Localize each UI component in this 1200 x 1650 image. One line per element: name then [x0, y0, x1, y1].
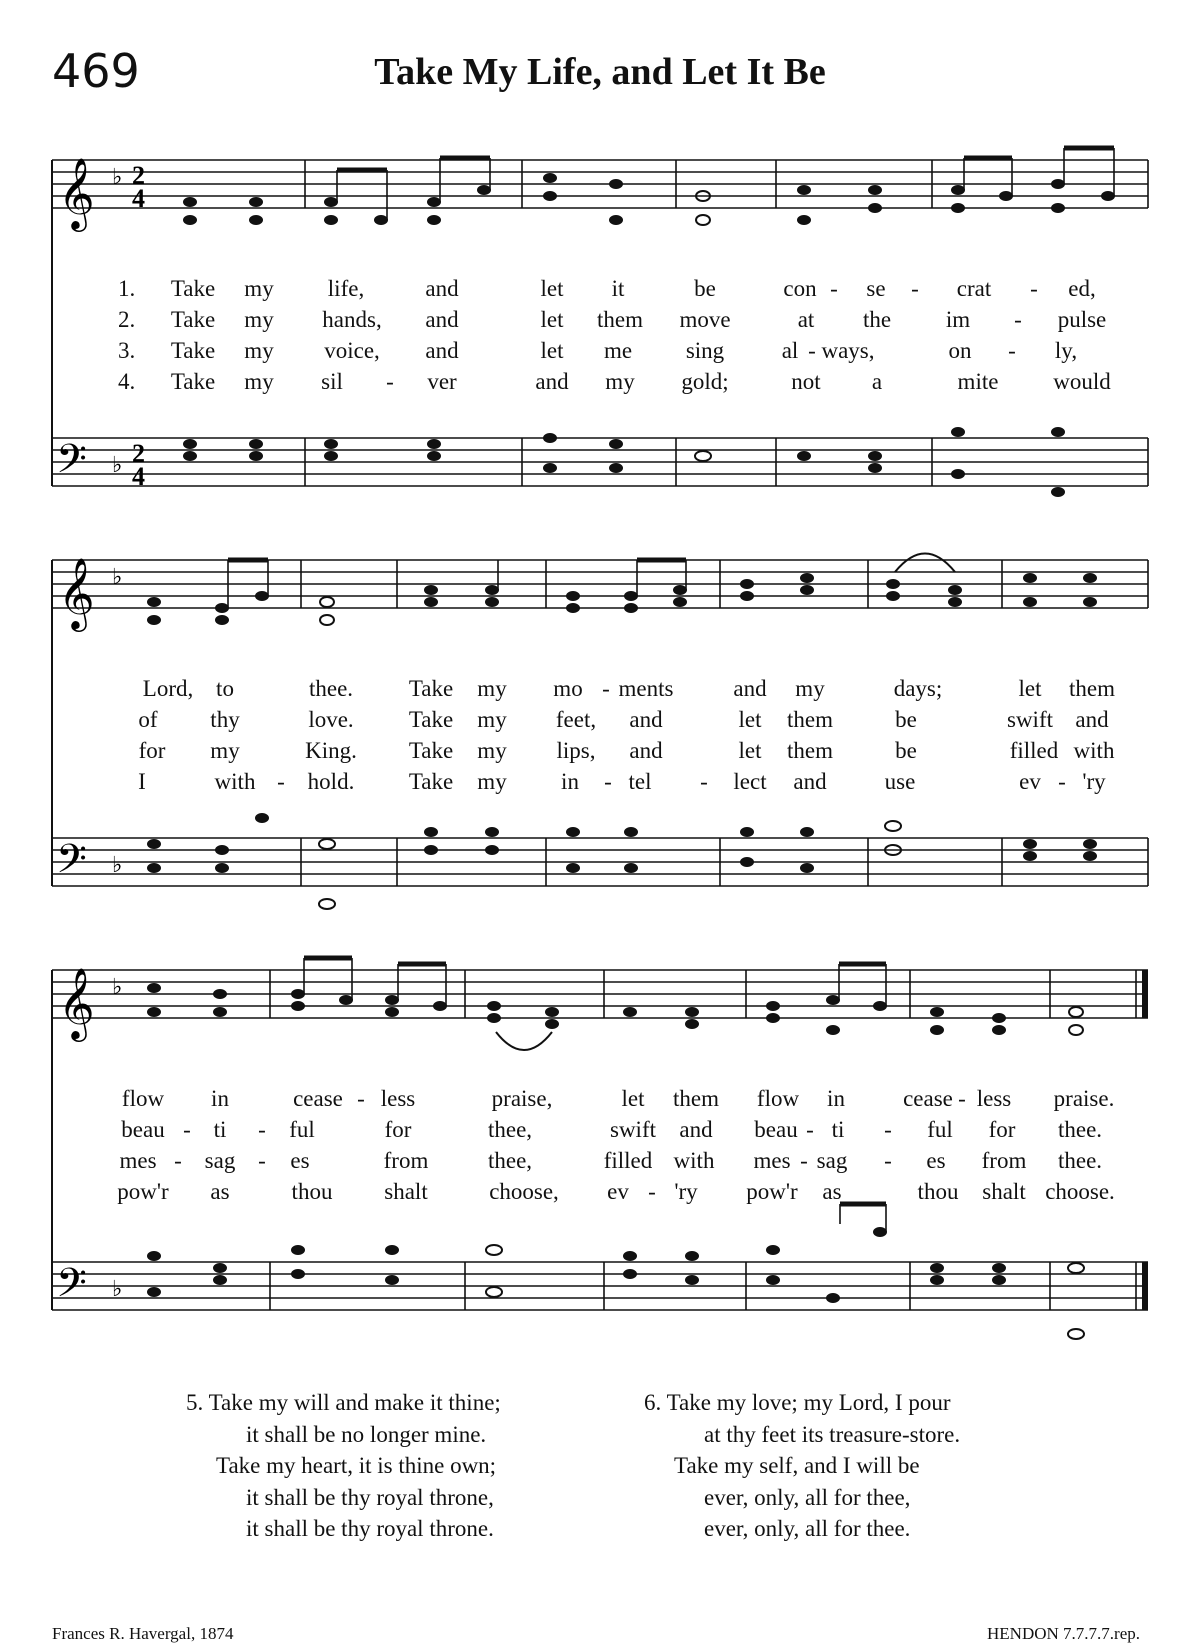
treble-clef-icon: 𝄞 [58, 556, 95, 629]
time-signature-top: 2 [132, 439, 145, 468]
treble-clef-icon: 𝄞 [58, 156, 95, 229]
verse-6: 6. Take my love; my Lord, I pour at thy feet its treasure-store. Take my self, and I will be ever, only, all for thee, ever, only, all for thee. [644, 1390, 961, 1541]
treble-staff [52, 966, 1148, 1042]
verse-row-1: 1. Take my life, and let it be con - se - crat - ed, [118, 276, 1096, 301]
verse-number: 1. [118, 276, 136, 301]
verse-row-2: 2. Take my hands, and let them move at the im - pulse [118, 307, 1107, 332]
verse-row-4: 4. Take my sil - ver and my gold; not a mite would [118, 369, 1111, 394]
slur [496, 1032, 552, 1050]
treble-staff [52, 156, 1148, 232]
hymn-number: 469 [52, 44, 140, 98]
time-signature-bottom: 4 [132, 184, 145, 213]
flat-sign-icon: ♭ [112, 165, 123, 190]
time-signature-bottom: 4 [132, 462, 145, 491]
verse-row-3: mes - sag - es from thee, filled with mes - sag - es from thee. [119, 1148, 1103, 1173]
hymn-title: Take My Life, and Let It Be [374, 51, 826, 93]
bass-clef-icon: 𝄢 [56, 1260, 87, 1316]
verse-row-1: Lord, to thee. Take my mo - ments and my days; let them [142, 676, 1115, 701]
treble-notes [147, 573, 1097, 625]
flat-sign-icon: ♭ [112, 453, 123, 478]
treble-notes [147, 983, 1083, 1035]
slur [895, 554, 955, 573]
verse-row-1: flow in cease - less praise, let them flow in cease - less praise. [121, 1086, 1115, 1111]
flat-sign-icon: ♭ [112, 853, 123, 878]
bass-staff [52, 836, 1148, 892]
bass-notes [147, 1227, 1084, 1339]
bass-clef-icon: 𝄢 [56, 836, 87, 892]
words-credit: Frances R. Havergal, 1874 [52, 1624, 234, 1643]
verse-row-3: for my King. Take my lips, and let them be filled with [138, 738, 1115, 763]
time-signature-top: 2 [132, 161, 145, 190]
bass-staff [52, 436, 1148, 492]
treble-clef-icon: 𝄞 [58, 966, 95, 1039]
flat-sign-icon: ♭ [112, 565, 123, 590]
verse-number: 3. [118, 338, 136, 363]
verse-row-2: beau - ti - ful for thee, swift and beau - ti - ful for thee. [121, 1117, 1103, 1142]
verse-row-4: I with - hold. Take my in - tel - lect and use ev - 'ry [138, 769, 1106, 794]
verse-row-4: pow'r as thou shalt choose, ev - 'ry pow'r as thou shalt choose. [117, 1179, 1115, 1204]
bass-notes [147, 813, 1097, 909]
verse-number: 4. [118, 369, 136, 394]
flat-sign-icon: ♭ [112, 975, 123, 1000]
tune-credit: HENDON 7.7.7.7.rep. [987, 1624, 1140, 1643]
verse-row-3: 3. Take my voice, and let me sing al - ways, on - ly, [118, 338, 1078, 363]
verse-number: 2. [118, 307, 136, 332]
verse-row-2: of thy love. Take my feet, and let them be swift and [138, 707, 1109, 732]
treble-notes [183, 173, 1115, 225]
verse-5: 5. Take my will and make it thine; it shall be no longer mine. Take my heart, it is thine own; it shall be thy royal throne, it shall be thy royal throne. [186, 1390, 501, 1541]
bass-clef-icon: 𝄢 [56, 436, 87, 492]
flat-sign-icon: ♭ [112, 1277, 123, 1302]
